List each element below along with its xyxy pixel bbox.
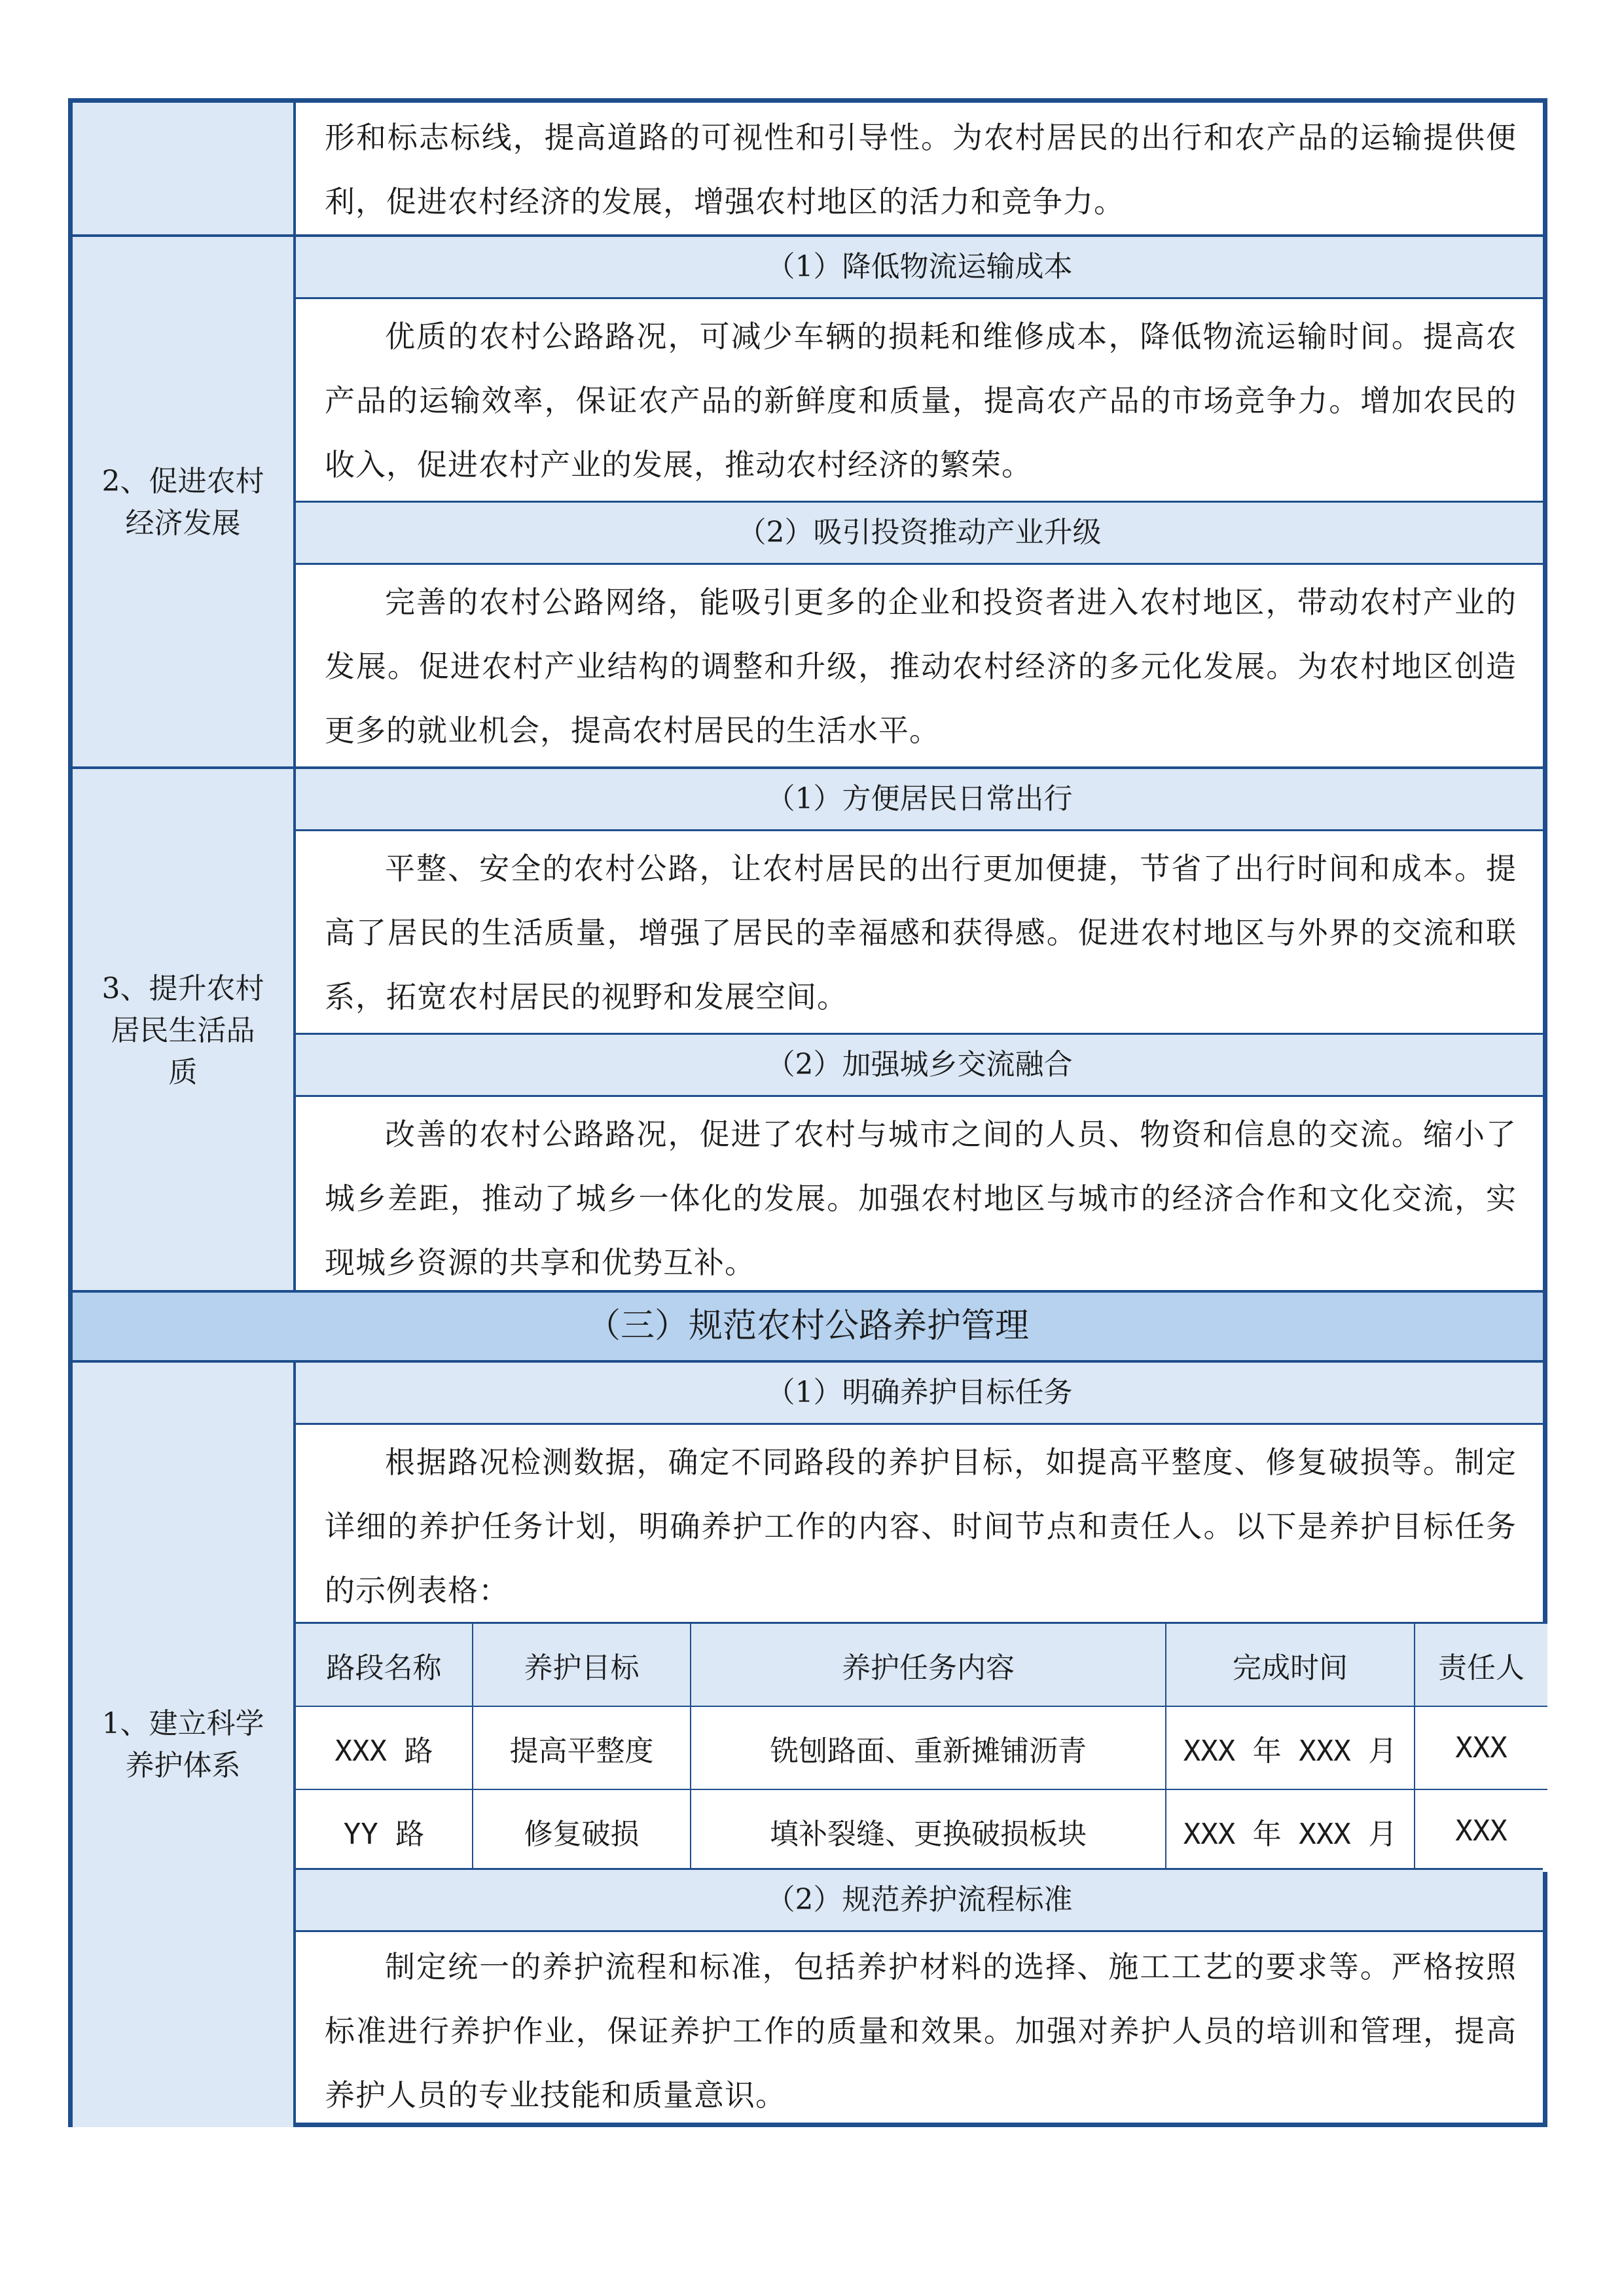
maint-item1-heading: （1）明确养护目标任务 bbox=[296, 1363, 1543, 1423]
left-cell-section2 bbox=[73, 237, 296, 768]
section-banner: （三）规范农村公路养护管理 bbox=[73, 1293, 1543, 1360]
table-cell: 修复破损 bbox=[473, 1789, 691, 1873]
document-frame bbox=[68, 98, 1547, 2127]
table-header-row bbox=[296, 1623, 1547, 1707]
maintenance-task-table bbox=[296, 1622, 1547, 1873]
continuation-paragraph: 形和标志标线，提高道路的可视性和引导性。为农村居民的出行和农产品的运输提供便利，促进农村经济的发展，增强农村地区的活力和竞争力。 bbox=[325, 120, 1517, 219]
section3-item1-heading: （1）方便居民日常出行 bbox=[296, 769, 1543, 829]
section2-item2-heading: （2）吸引投资推动产业升级 bbox=[296, 503, 1543, 563]
table-header-cell: 养护任务内容 bbox=[691, 1623, 1166, 1707]
table-header-cell: 养护目标 bbox=[473, 1623, 691, 1707]
table-cell: XXX 年 XXX 月 bbox=[1166, 1789, 1415, 1873]
table-cell: XXX bbox=[1415, 1789, 1547, 1873]
maintenance-label: 1、建立科学养护体系 bbox=[101, 1707, 264, 1782]
section2-item1-heading: （1）降低物流运输成本 bbox=[296, 237, 1543, 297]
table-row bbox=[296, 1706, 1547, 1789]
table-row bbox=[296, 1789, 1547, 1873]
section3-item2-text: 改善的农村公路路况，促进了农村与城市之间的人员、物资和信息的交流。缩小了城乡差距，推动了城乡一体化的发展。加强农村地区与城市的经济合作和文化交流，实现城乡资源的共享和优势互补。 bbox=[325, 1117, 1517, 1280]
table-cell: 铣刨路面、重新摊铺沥青 bbox=[691, 1706, 1166, 1789]
table-cell: XXX 路 bbox=[296, 1706, 473, 1789]
section2-label: 2、促进农村经济发展 bbox=[101, 465, 264, 540]
left-cell-maintenance bbox=[73, 1363, 296, 2127]
section2-item1-text: 优质的农村公路路况，可减少车辆的损耗和维修成本，降低物流运输时间。提高农产品的运输效率，保证农产品的新鲜度和质量，提高农产品的市场竞争力。增加农民的收入，促进农村产业的发展，推动农村经济的繁荣。 bbox=[325, 319, 1517, 482]
table-cell: XXX 年 XXX 月 bbox=[1166, 1706, 1415, 1789]
table-header-cell: 路段名称 bbox=[296, 1623, 473, 1707]
section3-item1-text: 平整、安全的农村公路，让农村居民的出行更加便捷，节省了出行时间和成本。提高了居民的生活质量，增强了居民的幸福感和获得感。促进农村地区与外界的交流和联系，拓宽农村居民的视野和发展空间。 bbox=[325, 851, 1517, 1014]
table-header-cell: 责任人 bbox=[1415, 1623, 1547, 1707]
left-cell-section3 bbox=[73, 769, 296, 1293]
left-cell-continuation bbox=[73, 103, 296, 234]
table-cell: 填补裂缝、更换破损板块 bbox=[691, 1789, 1166, 1873]
section3-label: 3、提升农村居民生活品质 bbox=[101, 972, 264, 1089]
table-cell: XXX bbox=[1415, 1706, 1547, 1789]
section3-item2-heading: （2）加强城乡交流融合 bbox=[296, 1035, 1543, 1095]
table-cell: YY 路 bbox=[296, 1789, 473, 1873]
maint-item2-heading: （2）规范养护流程标准 bbox=[296, 1870, 1543, 1930]
maint-item1-text: 根据路况检测数据，确定不同路段的养护目标，如提高平整度、修复破损等。制定详细的养护任务计划，明确养护工作的内容、时间节点和责任人。以下是养护目标任务的示例表格： bbox=[325, 1444, 1517, 1608]
maint-item2-text: 制定统一的养护流程和标准，包括养护材料的选择、施工工艺的要求等。严格按照标准进行养护作业，保证养护工作的质量和效果。加强对养护人员的培训和管理，提高养护人员的专业技能和质量意识。 bbox=[325, 1949, 1517, 2113]
table-cell: 提高平整度 bbox=[473, 1706, 691, 1789]
table-header-cell: 完成时间 bbox=[1166, 1623, 1415, 1707]
section2-item2-text: 完善的农村公路网络，能吸引更多的企业和投资者进入农村地区，带动农村产业的发展。促进农村产业结构的调整和升级，推动农村经济的多元化发展。为农村地区创造更多的就业机会，提高农村居民的生活水平。 bbox=[325, 584, 1517, 748]
